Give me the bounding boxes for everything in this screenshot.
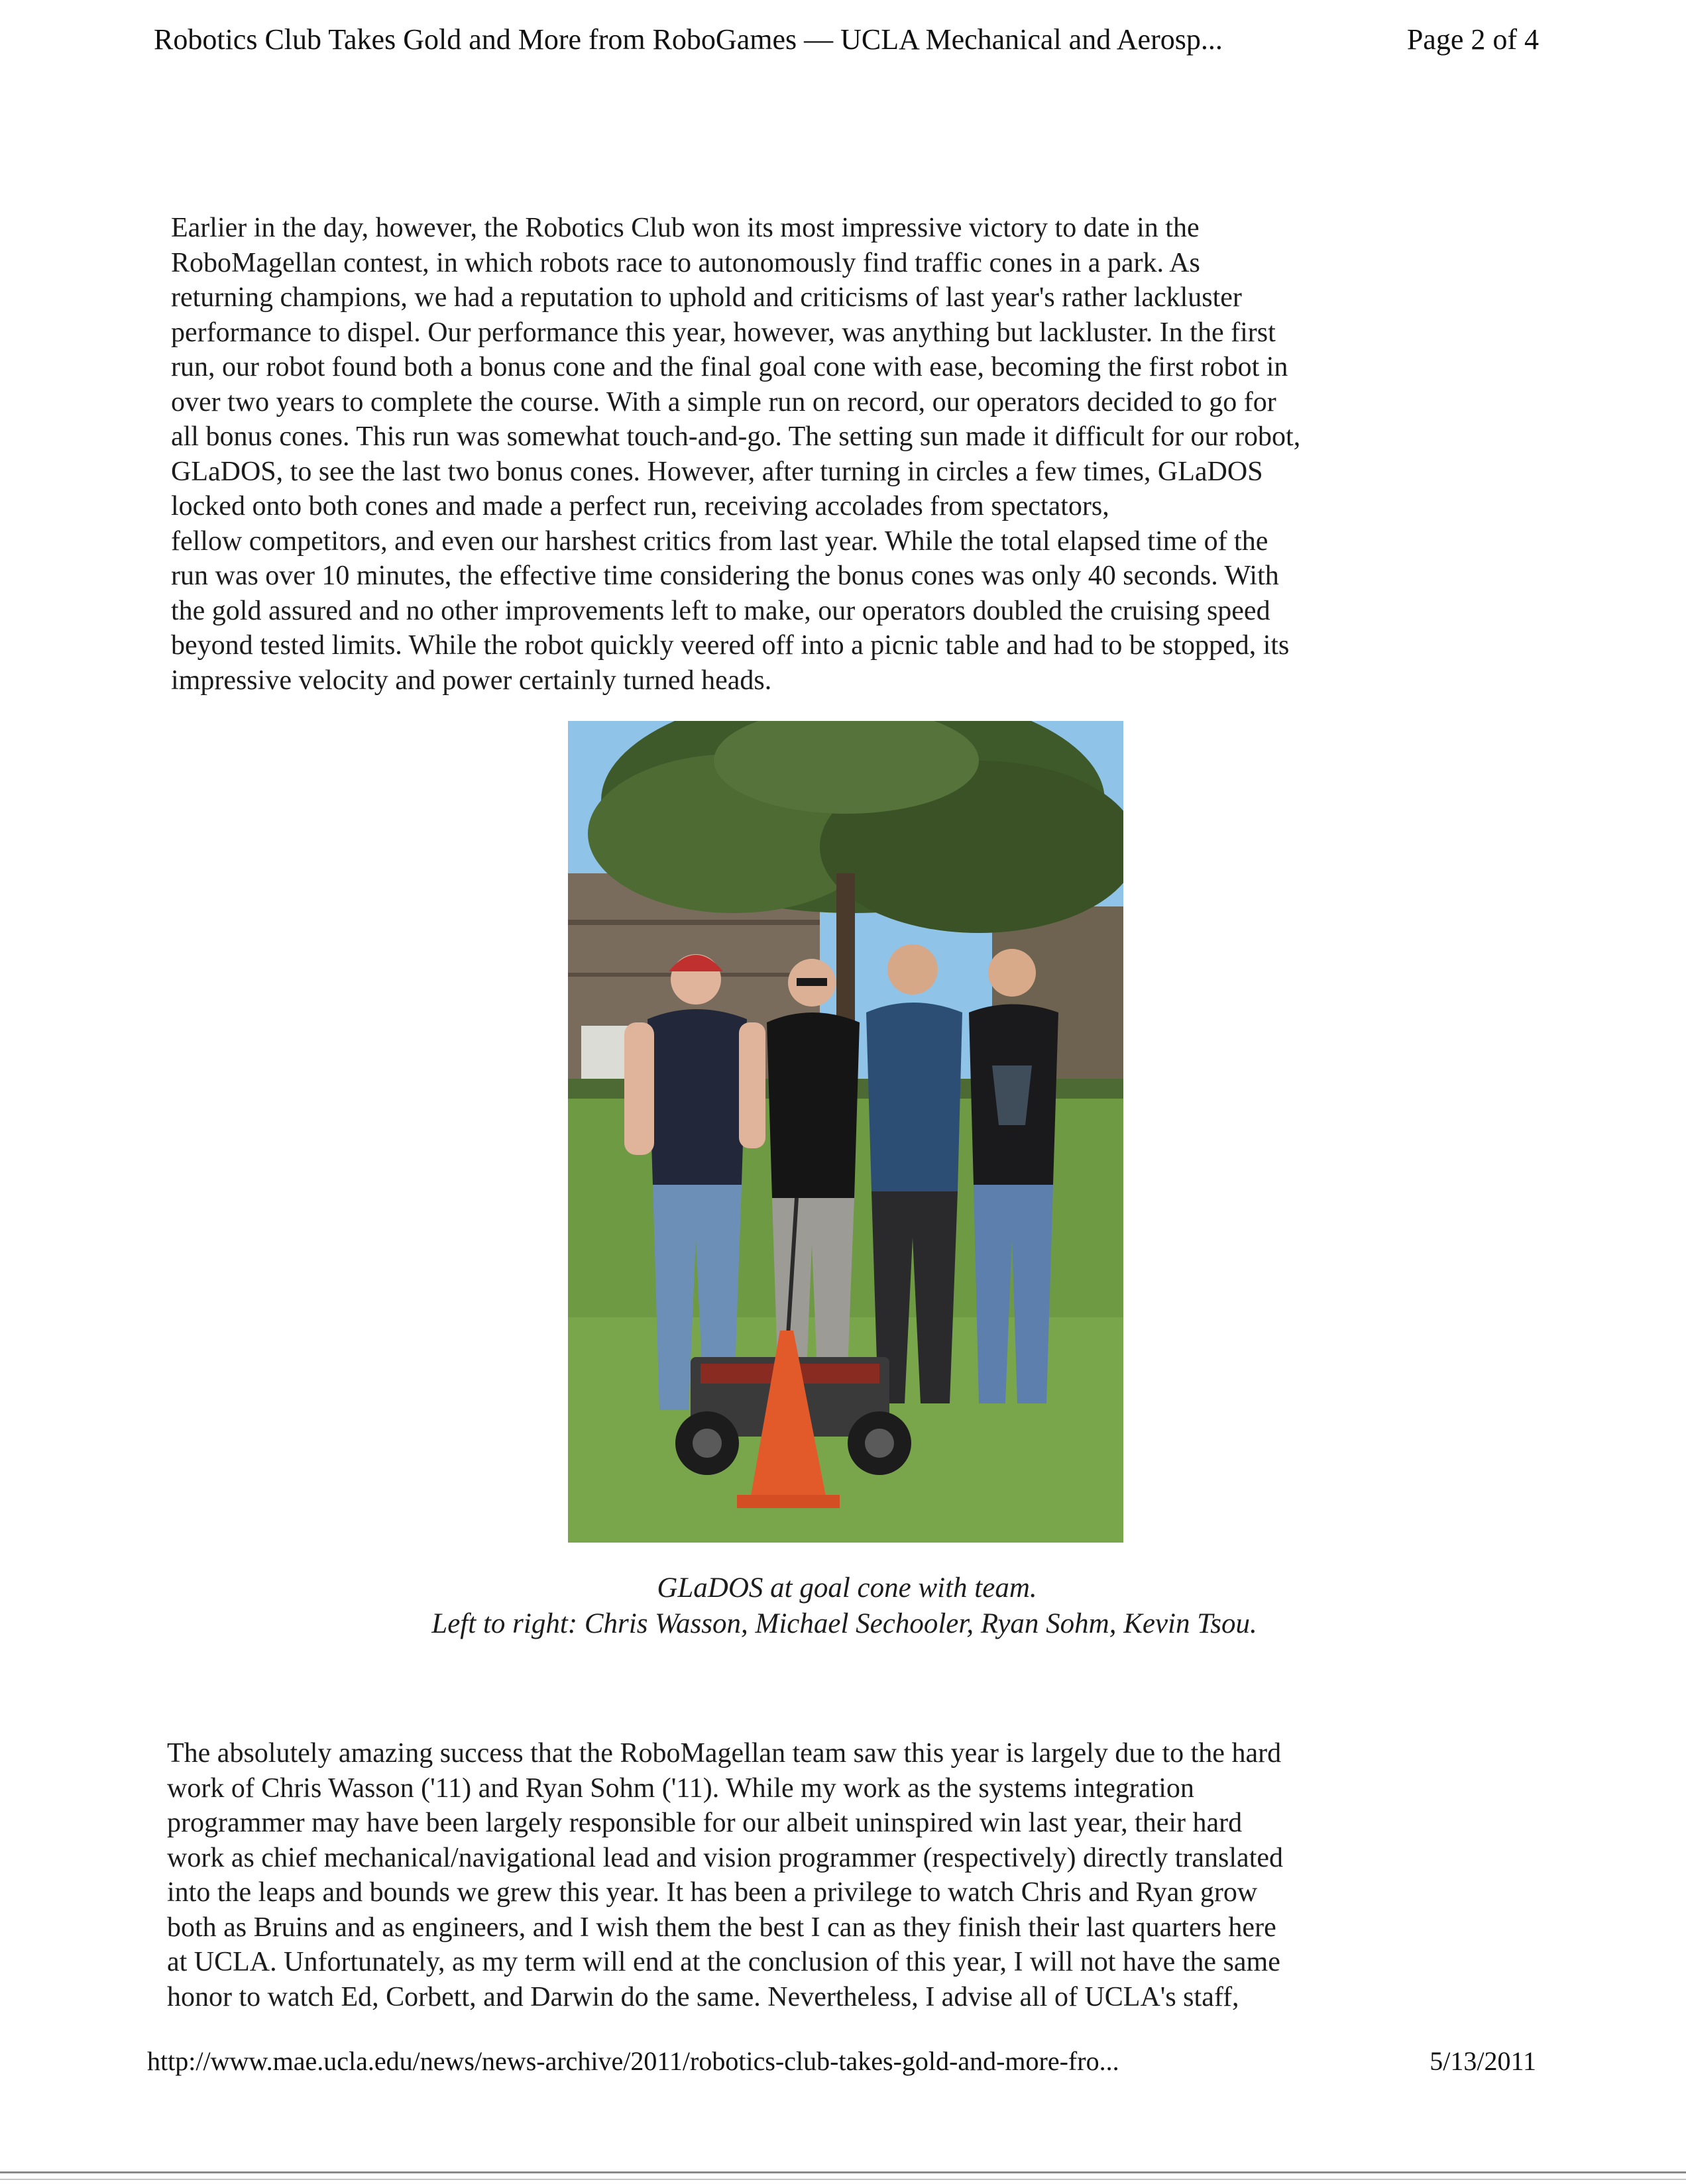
paragraph-line: all bonus cones. This run was somewhat touch-and-go. The setting sun made it difficult for our robot, — [171, 421, 1301, 452]
paragraph-line: impressive velocity and power certainly turned heads. — [171, 665, 772, 696]
paragraph-line: work of Chris Wasson ('11) and Ryan Sohm ('11). While my work as the systems integration — [167, 1773, 1194, 1804]
paragraph-line: locked onto both cones and made a perfect run, receiving accolades from spectators, — [171, 491, 1109, 521]
paragraph-line: The absolutely amazing success that the RoboMagellan team saw this year is largely due to the hard — [167, 1738, 1282, 1769]
footer-date: 5/13/2011 — [1430, 2046, 1536, 2076]
paragraph-line: both as Bruins and as engineers, and I wish them the best I can as they finish their last quarters here — [167, 1912, 1276, 1943]
photo-caption — [0, 1570, 1686, 1642]
scan-edge-line — [0, 2179, 1686, 2180]
paragraph-line: performance to dispel. Our performance this year, however, was anything but lackluster. In the first — [171, 317, 1276, 348]
page-header — [154, 20, 1539, 60]
page-number: Page 2 of 4 — [1406, 23, 1539, 56]
paragraph-line: RoboMagellan contest, in which robots race to autonomously find traffic cones in a park. As — [171, 247, 1200, 278]
article-paragraph-2 — [167, 1736, 1283, 2014]
article-paragraph-1 — [171, 211, 1300, 698]
paragraph-line: returning champions, we had a reputation to uphold and criticisms of last year's rather lackluster — [171, 282, 1242, 313]
paragraph-line: honor to watch Ed, Corbett, and Darwin do the same. Nevertheless, I advise all of UCLA's staff, — [167, 1981, 1239, 2012]
paragraph-line: into the leaps and bounds we grew this year. It has been a privilege to watch Chris and Ryan grow — [167, 1877, 1258, 1908]
caption-line: Left to right: Chris Wasson, Michael Sechooler, Ryan Sohm, Kevin Tsou. — [431, 1608, 1257, 1639]
paragraph-line: run, our robot found both a bonus cone and the final goal cone with ease, becoming the first robot in — [171, 352, 1288, 382]
paragraph-line: work as chief mechanical/navigational lead and vision programmer (respectively) directly translated — [167, 1842, 1283, 1873]
scan-edge-line — [0, 2171, 1686, 2173]
footer-url: http://www.mae.ucla.edu/news/news-archive/2011/robotics-club-takes-gold-and-more-fro... — [147, 2046, 1119, 2076]
paragraph-line: at UCLA. Unfortunately, as my term will end at the conclusion of this year, I will not have the same — [167, 1947, 1280, 1977]
paragraph-line: Earlier in the day, however, the Robotics Club won its most impressive victory to date in the — [171, 213, 1200, 243]
paragraph-line: GLaDOS, to see the last two bonus cones. However, after turning in circles a few times, GLaDOS — [171, 456, 1263, 487]
caption-line: GLaDOS at goal cone with team. — [657, 1572, 1037, 1604]
paragraph-line: the gold assured and no other improvements left to make, our operators doubled the cruising speed — [171, 595, 1270, 626]
paragraph-line: run was over 10 minutes, the effective time considering the bonus cones was only 40 seconds. With — [171, 561, 1279, 591]
paragraph-line: programmer may have been largely responsible for our albeit uninspired win last year, their hard — [167, 1808, 1243, 1838]
paragraph-line: fellow competitors, and even our harshest critics from last year. While the total elapsed time of the — [171, 525, 1268, 557]
team-photo — [568, 721, 1123, 1543]
page-footer — [147, 2043, 1536, 2080]
paragraph-line: over two years to complete the course. With a simple run on record, our operators decided to go for — [171, 386, 1276, 417]
header-title: Robotics Club Takes Gold and More from RoboGames — UCLA Mechanical and Aerosp... — [154, 23, 1223, 56]
paragraph-line: beyond tested limits. While the robot quickly veered off into a picnic table and had to be stopped, its — [171, 630, 1290, 661]
